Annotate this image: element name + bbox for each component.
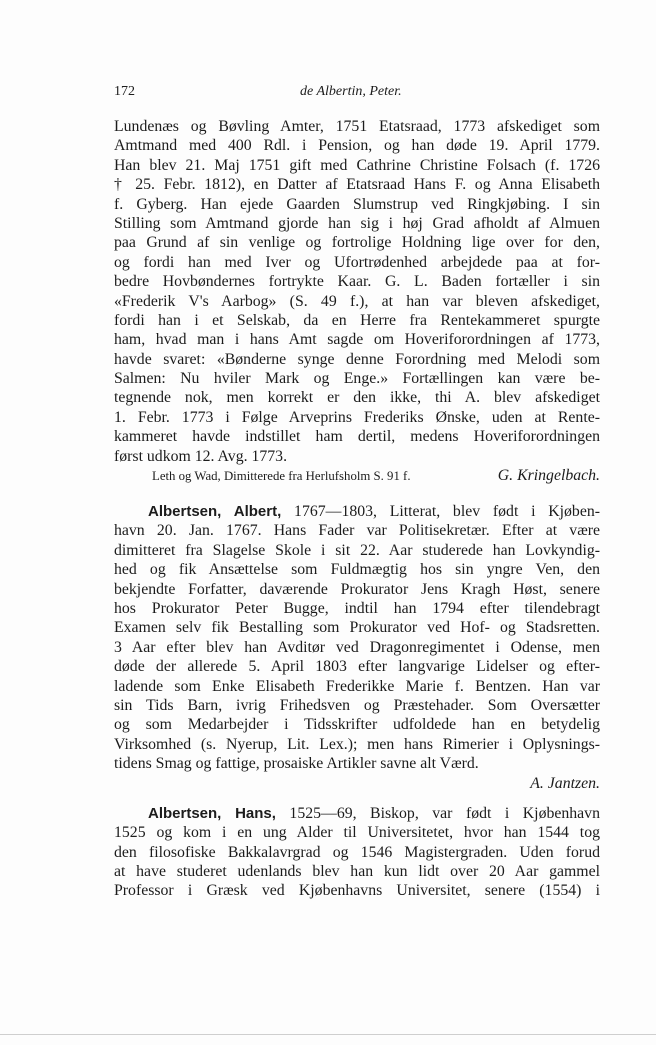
text-line: ham, hvad man i hans Amt sagde om Hoveriforordningen af 1773, (114, 331, 600, 349)
entry1-author: G. Kringelbach. (497, 467, 600, 485)
entry-albertsen-albert (114, 502, 600, 793)
entry-albertin-continuation (114, 117, 600, 466)
text-line: hos Prokurator Peter Bugge, indtil han 1794 efter tilendebragt (114, 599, 600, 617)
text-line: først udkom 12. Avg. 1773. (114, 447, 288, 465)
text-line: tidens Smag og fattige, prosaiske Artikler savne alt Værd. (114, 755, 479, 773)
entry3-first-line-text: 1525—69, Biskop, var født i Kjøbenhavn (289, 804, 600, 822)
text-line: Stilling som Amtmand gjorde han sig i høj Grad afholdt af Almuen (114, 214, 600, 232)
text-line: Virksomhed (s. Nyerup, Lit. Lex.); men hans Rimerier i Oplysnings- (114, 735, 600, 753)
text-line: 1525 og kom i en ung Alder til Universitetet, hvor han 1544 tog (114, 824, 600, 842)
running-title: de Albertin, Peter. (300, 84, 402, 99)
page-header (112, 84, 598, 106)
text-line: Professor i Græsk ved Kjøbenhavns Universitet, senere (1554) i (114, 882, 600, 900)
entry-albertsen-hans (114, 804, 600, 901)
text-line: tegnende nok, men korrekt er den ikke, thi A. blev afskediget (114, 389, 600, 407)
text-line: og som Medarbejder i Tidsskrifter udfoldede han en betydelig (114, 716, 600, 734)
text-line: fordi han i et Selskab, da en Herre fra Rentekammeret spurgte (114, 311, 600, 329)
text-line: Lundenæs og Bøvling Amter, 1751 Etatsraad, 1773 afskediget som (114, 118, 600, 135)
entry2-author: A. Jantzen. (530, 774, 600, 792)
text-line: og fordi han med Iver og Ufortrødenhed arbejdede paa at for- (114, 253, 600, 271)
text-line: bekjendte Forfatter, daværende Prokurator Jens Kragh Høst, senere (114, 580, 600, 598)
text-line: at have studeret udenlands blev han kun lidt over 20 Aar gammel (114, 863, 600, 881)
text-line: dimitteret fra Slagelse Skole i sit 22. Aar studerede han Lovkyndig- (114, 541, 600, 559)
entry2-first-line (114, 502, 600, 521)
text-line: sin Tids Barn, ivrig Frihedsven og Præstehader. Som Oversætter (114, 696, 600, 714)
entry1-source-line (114, 466, 600, 488)
text-line: paa Grund af sin venlige og fortrolige Holdning lige over for den, (114, 234, 600, 252)
text-line: Salmen: Nu hviler Mark og Enge.» Fortællingen kan være be- (114, 370, 600, 388)
text-line: «Frederik V's Aarbog» (S. 49 f.), at han var bleven afskediget, (114, 292, 600, 310)
text-line: ladende som Enke Elisabeth Frederikke Marie f. Bentzen. Han var (114, 677, 600, 695)
text-line: bedre Hovbøndernes fortrykte Kaar. G. L. Baden fortæller i sin (114, 273, 600, 291)
text-line: 1. Febr. 1773 i Følge Arveprins Frederiks Ønske, uden at Rente- (114, 408, 600, 426)
text-line: døde der allerede 5. April 1803 efter langvarige Lidelser og efter- (114, 658, 600, 676)
entry1-source: Leth og Wad, Dimitterede fra Herlufsholm S. 91 f. (152, 469, 411, 484)
entry2-first-line-text: 1767—1803, Litterat, blev født i Kjøben- (294, 503, 601, 521)
text-line: havde svaret: «Bønderne synge denne Forordning med Melodi som (114, 350, 600, 368)
entry2-name: Albertsen, Albert, (148, 503, 282, 521)
spacer (114, 793, 600, 804)
text-line: f. Gyberg. Han ejede Gaarden Slumstrup ved Ringkjøbing. I sin (114, 195, 600, 213)
text-line: Amtmand med 400 Rdl. i Pension, og han døde 19. April 1779. (114, 137, 600, 155)
text-line: havn 20. Jan. 1767. Hans Fader var Politisekretær. Efter at være (114, 522, 600, 540)
text-line: hed og fik Ansættelse som Fuldmægtig hos sin yngre Ven, den (114, 561, 600, 579)
spacer (114, 488, 600, 502)
text-line: † 25. Febr. 1812), en Datter af Etatsraad Hans F. og Anna Elisabeth (114, 176, 600, 194)
text-line: kammeret havde indstillet ham dertil, medens Hoveriforordningen (114, 428, 600, 446)
entry3-name: Albertsen, Hans, (148, 804, 276, 822)
text-line: Examen selv fik Bestalling som Prokurator ved Hof- og Stadsretten. (114, 619, 600, 637)
text-line: Han blev 21. Maj 1751 gift med Cathrine Christine Folsach (f. 1726 (114, 156, 600, 174)
scan-edge (0, 1034, 656, 1035)
text-line: 3 Aar efter blev han Avditør ved Dragonregimentet i Odense, men (114, 638, 600, 656)
entry3-first-line (114, 804, 600, 823)
page-number: 172 (114, 84, 135, 99)
body-text (114, 117, 600, 901)
text-line: den filosofiske Bakkalavrgrad og 1546 Magistergraden. Uden forud (114, 843, 600, 861)
